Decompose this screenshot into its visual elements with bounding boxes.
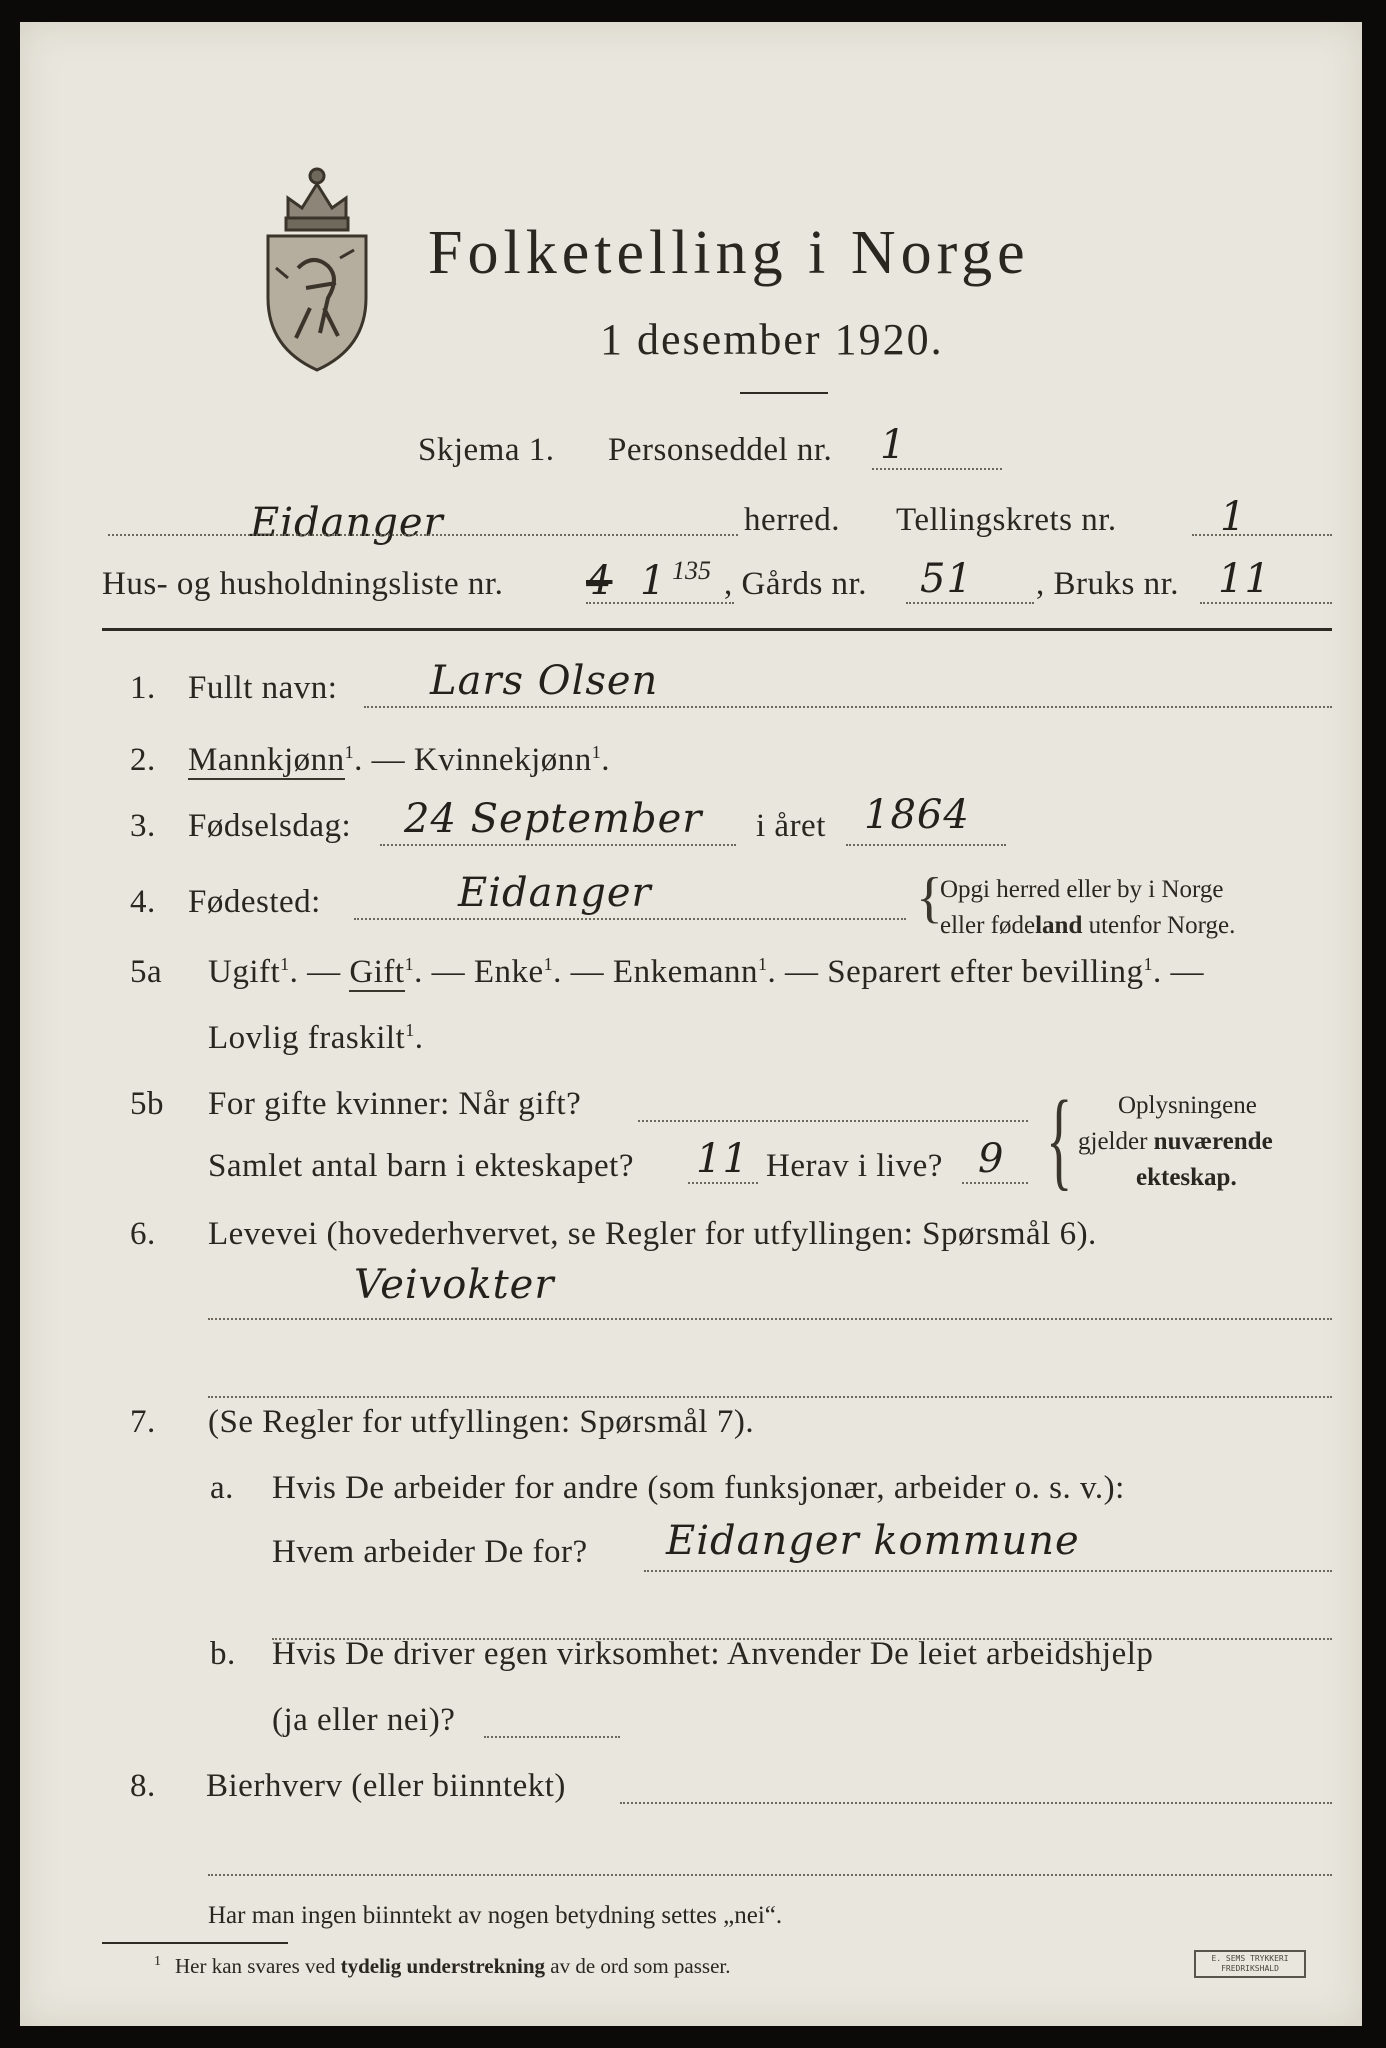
gards-label: , Gårds nr. xyxy=(724,566,867,602)
personseddel-label: Personseddel nr. xyxy=(608,432,833,468)
hus-value-crossed: 4 xyxy=(586,558,613,604)
bruks-value: 11 xyxy=(1218,556,1271,602)
footnote-number: 1 xyxy=(154,1954,161,1969)
skjema-label: Skjema 1. xyxy=(418,432,555,468)
gards-line xyxy=(906,602,1034,604)
q7b-line2: (ja eller nei)? xyxy=(272,1702,456,1738)
q7b-line1: Hvis De driver egen virksomhet: Anvender De leiet arbeidshjelp xyxy=(272,1636,1154,1672)
q5a-sep-1: . — xyxy=(289,954,350,990)
q2-end: . xyxy=(601,742,610,778)
q4-note-line2 xyxy=(940,912,1235,940)
q5a-options xyxy=(208,954,1204,991)
biinntekt-note: Har man ingen biinntekt av nogen betydning settes „nei“. xyxy=(208,1902,783,1929)
title-divider xyxy=(740,392,828,394)
q5b-note-a: gjelder xyxy=(1078,1128,1154,1155)
q5a-end: . — xyxy=(1152,954,1204,990)
personseddel-value: 1 xyxy=(880,422,907,468)
q5a-enke: . — Enke xyxy=(414,954,544,990)
gards-value: 51 xyxy=(920,556,973,602)
q2-rest: . — Kvinnekjønn xyxy=(354,742,592,778)
herred-line xyxy=(108,534,738,536)
printer-stamp-line2: FREDRIKSHALD xyxy=(1221,1964,1279,1973)
q6-label: Levevei (hovederhvervet, se Regler for utfyllingen: Spørsmål 6). xyxy=(208,1216,1097,1252)
q5a-sup-1: 1 xyxy=(280,954,290,974)
coat-of-arms-icon xyxy=(258,158,376,376)
q6-occupation-value: Veivokter xyxy=(354,1262,555,1308)
hus-value-small: 135 xyxy=(672,556,711,585)
q3-label: Fødselsdag: xyxy=(188,808,352,844)
q4-label: Fødested: xyxy=(188,884,321,920)
q4-number: 4. xyxy=(130,884,156,920)
q7a-line2: Hvem arbeider De for? xyxy=(272,1534,588,1570)
q5a-enkemann: . — Enkemann xyxy=(553,954,759,990)
tellingskrets-value: 1 xyxy=(1220,494,1247,540)
q5b-note-line3: ekteskap. xyxy=(1136,1164,1237,1191)
hus-label: Hus- og husholdningsliste nr. xyxy=(102,566,504,602)
q6-line2 xyxy=(208,1396,1332,1398)
q3-year-line xyxy=(846,844,1006,846)
q4-birthplace-value: Eidanger xyxy=(458,870,652,916)
bruks-line xyxy=(1200,602,1332,604)
q3-line xyxy=(380,844,736,846)
q1-label: Fullt navn: xyxy=(188,670,338,706)
q5b-barn-line xyxy=(688,1182,758,1184)
q5a-separert: . — Separert efter bevilling xyxy=(767,954,1144,990)
q5b-label2: Samlet antal barn i ekteskapet? xyxy=(208,1148,635,1184)
q5a-number: 5a xyxy=(130,954,163,990)
q3-birthday-value: 24 September xyxy=(404,796,703,842)
form-title: Folketelling i Norge xyxy=(428,219,1030,287)
footnote-c: av de ord som passer. xyxy=(545,1954,731,1978)
q5b-number: 5b xyxy=(130,1086,164,1122)
q5b-gift-line xyxy=(638,1120,1028,1122)
q5a-ugift: Ugift xyxy=(208,954,281,990)
q5b-live-value: 9 xyxy=(978,1136,1005,1182)
census-date: 1 desember 1920. xyxy=(600,315,944,364)
q4-note-c: utenfor Norge. xyxy=(1082,912,1236,939)
personseddel-line xyxy=(872,468,1002,470)
q7b-letter: b. xyxy=(210,1636,236,1672)
printer-stamp xyxy=(1194,1950,1306,1978)
bruks-label: , Bruks nr. xyxy=(1036,566,1180,602)
q2-options xyxy=(188,742,610,779)
printer-stamp-line1: E. SEMS TRYKKERI xyxy=(1211,1954,1289,1963)
q1-number: 1. xyxy=(130,670,156,706)
tellingskrets-line xyxy=(1192,534,1332,536)
q7a-letter: a. xyxy=(210,1470,234,1506)
q3-number: 3. xyxy=(130,808,156,844)
q5b-note-brace: { xyxy=(1046,1078,1073,1200)
herred-label: herred. xyxy=(744,502,841,538)
footnote-a: Her kan svares ved xyxy=(175,1954,341,1978)
q2-male-option: Mannkjønn xyxy=(188,742,345,778)
q5b-note-b: nuværende xyxy=(1153,1128,1273,1155)
herred-value: Eidanger xyxy=(250,500,444,546)
q5b-label1: For gifte kvinner: Når gift? xyxy=(208,1086,582,1122)
q5a-sup-5: 1 xyxy=(1143,954,1153,974)
q7-label: (Se Regler for utfyllingen: Spørsmål 7). xyxy=(208,1404,755,1440)
q5a-sup-4: 1 xyxy=(758,954,768,974)
q5b-live-label: Herav i live? xyxy=(766,1148,943,1184)
q8-number: 8. xyxy=(130,1768,156,1804)
q3-year-label: i året xyxy=(756,808,826,844)
q4-line xyxy=(354,918,906,920)
q6-number: 6. xyxy=(130,1216,156,1252)
q4-note-brace: { xyxy=(916,867,943,929)
q7b-line xyxy=(484,1736,620,1738)
hus-line xyxy=(586,602,734,604)
q5b-live-line xyxy=(962,1182,1028,1184)
q5b-note-line1: Oplysningene xyxy=(1118,1092,1257,1119)
q7a-line1: Hvis De arbeider for andre (som funksjonær, arbeider o. s. v.): xyxy=(272,1470,1125,1506)
q8-label: Bierhverv (eller biinntekt) xyxy=(206,1768,566,1804)
q7-number: 7. xyxy=(130,1404,156,1440)
q4-note-b: land xyxy=(1035,912,1083,939)
q4-note-line1: Opgi herred eller by i Norge xyxy=(940,876,1224,903)
tellingskrets-label: Tellingskrets nr. xyxy=(896,502,1117,538)
q2-footnote-mark: 1 xyxy=(344,742,355,762)
q5a-line2: Lovlig fraskilt$^1$. xyxy=(208,1020,424,1056)
hus-value: 1 xyxy=(640,558,667,604)
q8-line2 xyxy=(208,1874,1332,1876)
q7a-line xyxy=(644,1570,1332,1572)
q5a-sup-6: 1 xyxy=(405,1020,415,1040)
q6-line1 xyxy=(208,1318,1332,1320)
q8-line1 xyxy=(620,1802,1332,1804)
q5a-gift: Gift xyxy=(349,954,405,990)
footnote-b: tydelig understrekning xyxy=(340,1954,546,1978)
q1-full-name-value: Lars Olsen xyxy=(430,658,659,704)
q5a-fraskilt: Lovlig fraskilt xyxy=(208,1020,406,1056)
q5b-note-line2 xyxy=(1078,1128,1273,1156)
footnote xyxy=(154,1954,730,1979)
q5b-barn-value: 11 xyxy=(696,1136,749,1182)
q7a-employer-value: Eidanger kommune xyxy=(666,1518,1080,1564)
q2-number: 2. xyxy=(130,742,156,778)
census-form-sheet xyxy=(20,22,1362,2026)
q1-line xyxy=(364,706,1332,708)
q2-footnote-mark-2: 1 xyxy=(591,742,602,762)
q4-note-a: eller føde xyxy=(940,912,1036,939)
header-separator xyxy=(102,628,1332,631)
q5a-sup-2: 1 xyxy=(404,954,415,974)
q5a-sup-3: 1 xyxy=(543,954,554,974)
footnote-rule xyxy=(102,1942,288,1944)
q3-year-value: 1864 xyxy=(864,792,970,838)
